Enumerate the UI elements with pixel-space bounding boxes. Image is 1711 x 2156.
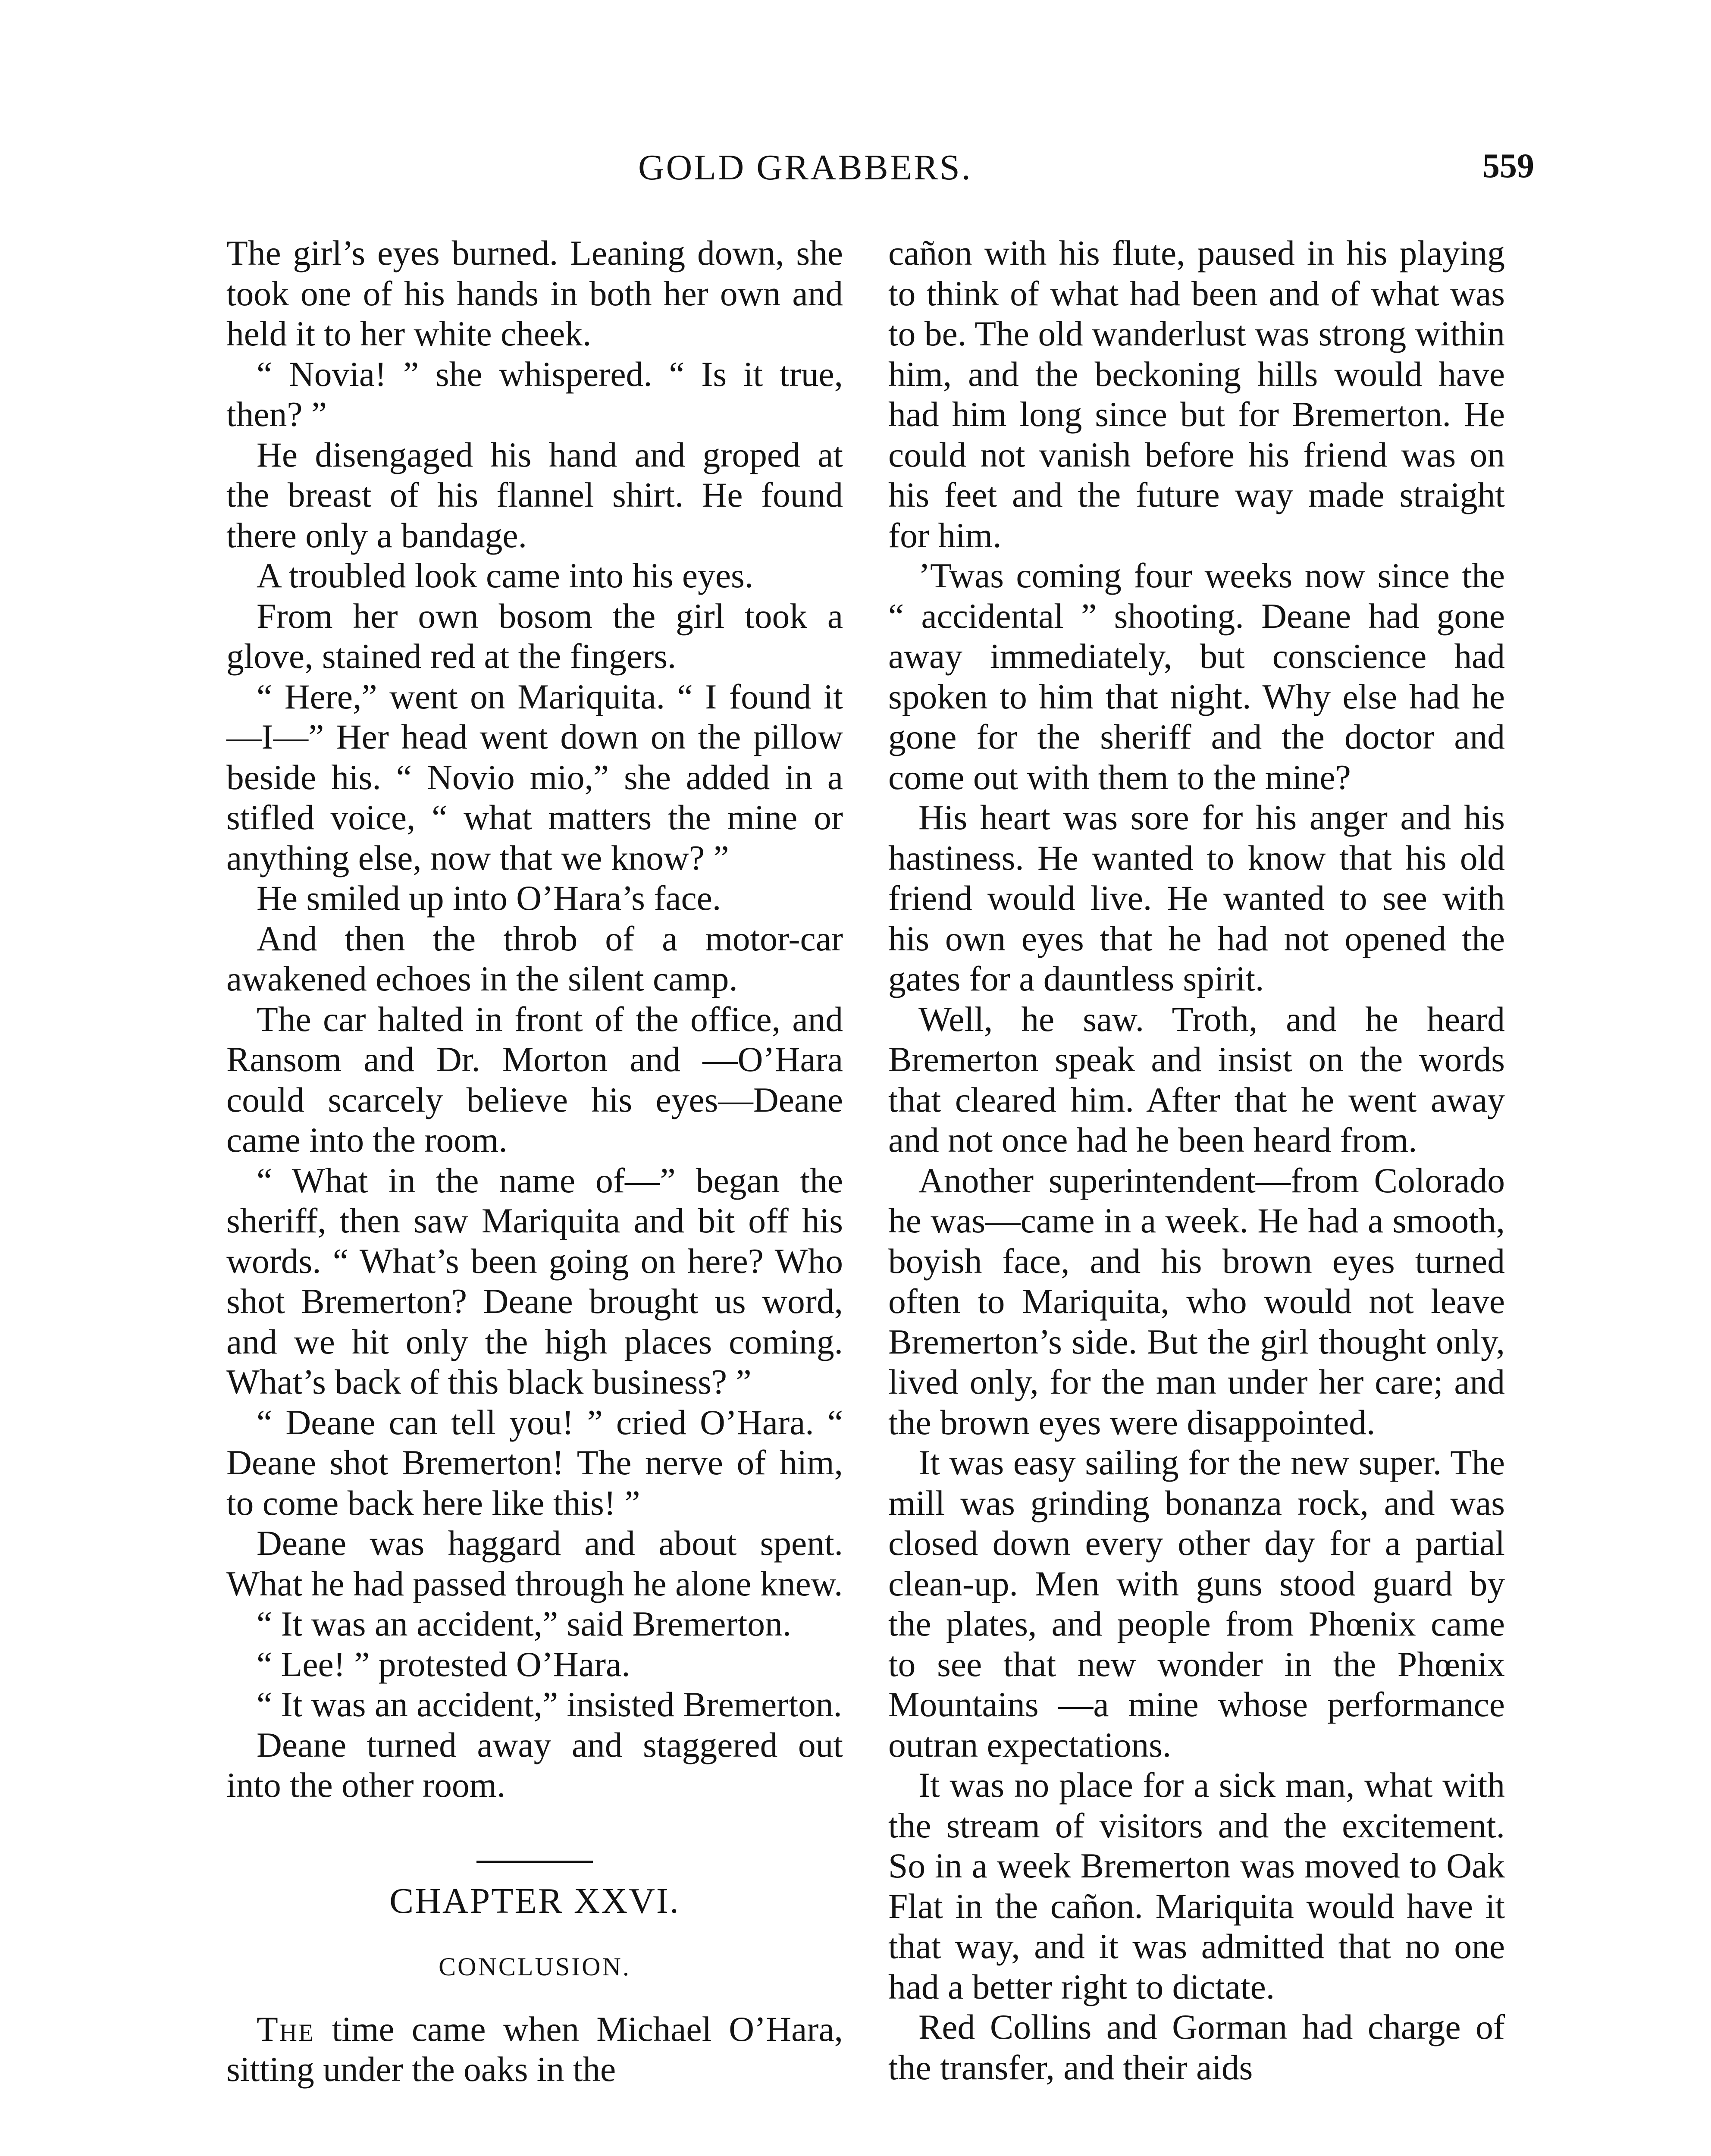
- right-column: [888, 233, 1505, 2087]
- paragraph: The car halted in front of the office, and Ransom and Dr. Morton and —O’Hara could scarcely believe his eyes—Deane came into the room.: [226, 999, 843, 1159]
- paragraph: His heart was sore for his anger and his hastiness. He wanted to know that his old friend would live. He wanted to see with his own eyes that he had not opened the gates for a dauntless spirit.: [888, 798, 1505, 998]
- chapter-opening-text: time came when Michael O’Hara, sitting under the oaks in the: [226, 2009, 843, 2089]
- paragraph: From her own bosom the girl took a glove, stained red at the fingers.: [226, 596, 843, 676]
- paragraph: cañon with his flute, paused in his playing to think of what had been and of what was to be. The old wanderlust was strong within him, and the beckoning hills would have had him long since but for Bremerton. He could not vanish before his friend was on his feet and the future way made straight for him.: [888, 233, 1505, 555]
- paragraph: Well, he saw. Troth, and he heard Bremerton speak and insist on the words that cleared him. After that he went away and not once had he been heard from.: [888, 999, 1505, 1159]
- paragraph: “ What in the name of—” began the sheriff, then saw Mariquita and bit off his words. “ What’s been going on here? Who shot Bremerton? Deane brought us word, and we hit only the high places coming. What’s back of this black business? ”: [226, 1160, 843, 1401]
- paragraph: “ Lee! ” protested O’Hara.: [257, 1644, 630, 1684]
- paragraph: “ Deane can tell you! ” cried O’Hara. “ Deane shot Bremerton! The nerve of him, to come back here like this! ”: [226, 1402, 843, 1523]
- paragraph: And then the throb of a motor-car awakened echoes in the silent camp.: [226, 918, 843, 998]
- paragraph: Red Collins and Gorman had charge of the transfer, and their aids: [888, 2007, 1505, 2087]
- paragraph: Deane was haggard and about spent. What he had passed through he alone knew.: [226, 1523, 843, 1603]
- running-title: GOLD GRABBERS.: [638, 147, 972, 188]
- paragraph: It was no place for a sick man, what with the stream of visitors and the excitement. So in a week Bremerton was moved to Oak Flat in the cañon. Mariquita would have it that way, and it was admitted that no one had a better right to dictate.: [888, 1765, 1505, 2006]
- paragraph: Deane turned away and staggered out into the other room.: [226, 1725, 843, 1805]
- paragraph: A troubled look came into his eyes.: [257, 556, 754, 595]
- chapter-opening-paragraph: [226, 2009, 843, 2090]
- paragraph: “ Here,” went on Mariquita. “ I found it—I—” Her head went down on the pillow beside his. “ Novio mio,” she added in a stifled voice, “ what matters the mine or anything else, now that we know? ”: [226, 677, 843, 877]
- paragraph: “ Novia! ” she whispered. “ Is it true, then? ”: [226, 354, 843, 434]
- paragraph: “ It was an accident,” insisted Bremerton.: [257, 1685, 842, 1724]
- paragraph: Another superintendent—from Colorado he was—came in a week. He had a smooth, boyish face, and his brown eyes turned often to Mariquita, who would not leave Bremerton’s side. But the girl thought only, lived only, for the man under her care; and the brown eyes were disappointed.: [888, 1160, 1505, 1442]
- page-header: [0, 147, 1711, 194]
- paragraph: He smiled up into O’Hara’s face.: [257, 878, 721, 918]
- paragraph: “ It was an accident,” said Bremerton.: [257, 1604, 792, 1643]
- paragraph: It was easy sailing for the new super. The mill was grinding bonanza rock, and was closed down every other day for a partial clean-up. Men with guns stood guard by the plates, and people from Phœnix came to see that new wonder in the Phœnix Mountains —a mine whose performance outran expectations.: [888, 1443, 1505, 1764]
- paragraph: He disengaged his hand and groped at the breast of his flannel shirt. He found there only a bandage.: [226, 435, 843, 555]
- chapter-opening-word: The: [257, 2009, 315, 2049]
- left-paragraphs: [226, 233, 843, 1805]
- section-divider-rule: [476, 1861, 593, 1863]
- page-number: 559: [1482, 147, 1534, 185]
- paragraph: The girl’s eyes burned. Leaning down, she took one of his hands in both her own and held it to her white cheek.: [226, 233, 843, 353]
- paragraph: ’Twas coming four weeks now since the “ accidental ” shooting. Deane had gone away immediately, but conscience had spoken to him that night. Why else had he gone for the sheriff and the doctor and come out with them to the mine?: [888, 556, 1505, 797]
- chapter-heading: CHAPTER XXVI.: [389, 1880, 680, 1921]
- left-column: [226, 233, 843, 2090]
- chapter-subtitle: CONCLUSION.: [439, 1952, 631, 1981]
